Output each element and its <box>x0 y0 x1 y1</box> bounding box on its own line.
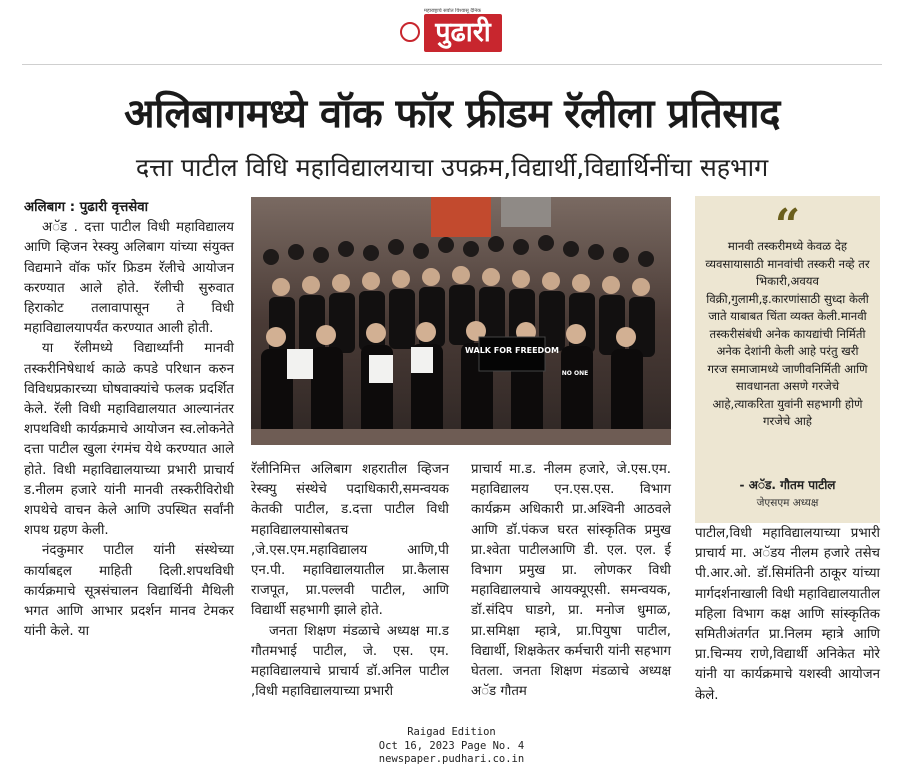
quote-icon: “ <box>774 200 801 251</box>
paragraph: नंदकुमार पाटील यांनी संस्थेच्या कार्याबद्दल माहिती दिली.शपथविधी कार्यक्रमाचे सूत्रसंचालन विद्यार्थिनी मैथिली भगत आणि आभार प्रदर्शन मानव टेमकर यांनी केले. या <box>24 543 234 640</box>
date-page-label: Oct 16, 2023 Page No. 4 <box>378 739 525 752</box>
shirt-text: NO ONE <box>561 370 589 377</box>
brand-name: पुढारी <box>424 14 502 52</box>
edition-label: Raigad Edition <box>407 726 496 738</box>
banner-text: WALK FOR FREEDOM <box>465 346 559 355</box>
page-footer <box>0 726 903 767</box>
paragraph: रॅलीनिमित्त अलिबाग शहरातील व्हिजन रेस्क्यु संस्थेचे पदाधिकारी,समन्वयक केतकी पाटील, ड.दत्ता पाटील विधी महाविद्यालयासोबतच ,जे.एस.एम.महाविद्यालय आणि,पी एन.पी. महाविद्यालयातील प्रा.कैलास राजपूत, प्रा.पल्लवी पाटील, आणि विद्यार्थी सहभागी झाले होते. <box>251 462 449 619</box>
paragraph: जनता शिक्षण मंडळाचे अध्यक्ष मा.ड गौतमभाई पाटील, जे. एस. एम. महाविद्यालयाचे प्राचार्य डॉ.अनिल पाटील ,विधी महाविद्यालयाच्या प्रभारी <box>251 623 449 700</box>
paragraph: अॅड . दत्ता पाटील विधी महाविद्यालय आणि व्हिजन रेस्क्यु अलिबाग यांच्या संयुक्त विद्यमाने वॉक फॉर फ्रिडम रॅलीचे आयोजन करण्यात आले होते. रॅलीची सुरुवात हिराकोट तलावापासून ते विधी महाविद्यालयापर्यंत करण्यात आली होती. <box>24 220 234 337</box>
quote-author: - अॅड. गौतम पाटील <box>739 478 836 492</box>
article-column-4 <box>695 524 880 706</box>
paragraph: पाटील,विधी महाविद्यालयाच्या प्रभारी प्राचार्य मा. अॅडय नीलम हजारे तसेच पी.आर.ओ. डॉ.सिमंतिनी ठाकूर यांच्या मार्गदर्शनाखाली विधी महाविद्यालयातील महिला विभाग कक्ष आणि सांस्कृतिक समितीअंतर्गत प्रा.निलम म्हात्रे आणि प्रा.चिन्मय राणे,विद्यार्थी अनिकेत मोरे यांनी या कार्यक्रमाचे यशस्वी आयोजन केले. <box>695 526 880 703</box>
article-column-2 <box>251 460 449 702</box>
article-column-3 <box>471 460 671 702</box>
byline: अलिबाग : पुढारी वृत्तसेवा <box>24 200 149 215</box>
quote-text: मानवी तस्करीमध्ये केवळ देह व्यवसायासाठी मानवांची तस्करी नव्हे तर भिकारी,अवयव विक्री,गुलामी,इ.कारणांसाठी सुध्दा केली जाते याबाबत चिंता व्यक्त केली.मानवी तस्करीसंबंधी अनेक कायद्यांची निर्मिती अनेक देशांनी केली आहे परंतु खरी गरज समाजामध्ये जाणीवनिर्मिती आणि सावधानता असणे गरजेचे आहे,त्याकरिता युवांनी सहभागी होणे गरजेचे आहे <box>705 239 870 428</box>
masthead-divider <box>22 64 882 65</box>
headline: अलिबागमध्ये वॉक फॉर फ्रीडम रॅलीला प्रतिसाद <box>124 91 780 137</box>
logo-tagline: महाराष्ट्राचे सर्वात विश्वासू दैनिक <box>424 8 481 14</box>
paragraph: या रॅलीमध्ये विद्यार्थ्यांनी मानवी तस्करीनिषेधार्थ काळे कपडे परिधान करुन विविधप्रकारच्या घोषवाक्यांचे फलक प्रदर्शित केले. रॅली विधी महाविद्यालयात आल्यानंतर शपथविधी कार्यक्रमाचे आयोजन स्व.लोकनेते दत्ता पाटील खुला रंगमंच येथे करण्यात आले होते. विधी महाविद्यालयाच्या प्रभारी प्राचार्य ड.नीलम हजारे यांनी मानवी तस्करीविरोधी शपथेचे वाचन केले आणि उपस्थित सर्वांनी शपथ ग्रहण केली. <box>24 341 234 539</box>
footer-url: newspaper.pudhari.co.in <box>378 753 525 765</box>
emblem-icon <box>400 22 420 42</box>
pull-quote <box>695 196 880 523</box>
quote-role: जेएसएम अध्यक्ष <box>756 497 819 509</box>
article-column-1 <box>24 198 234 642</box>
rally-photo <box>251 197 671 445</box>
paragraph: प्राचार्य मा.ड. नीलम हजारे, जे.एस.एम. महाविद्यालय एन.एस.एस. विभाग कार्यक्रम अधिकारी प्रा.अश्विनी आठवले आणि डॉ.पंकज घरत सांस्कृतिक प्रमुख प्रा.श्वेता पाटीलआणि डी. एल. एल. ई विभाग प्रमुख प्रा. लोणकर विधी महाविद्यालयाचे आयक्यूएसी. समन्वयक, डॉ.संदिप घाडगे, प्रा. मनोज धुमाळ, प्रा.समिक्षा म्हात्रे, प्रा.पियुषा पाटील, विद्यार्थी, शिक्षकेतर कर्मचारी यांनी सहभाग घेतला. जनता शिक्षण मंडळाचे अध्यक्ष अॅड गौतम <box>471 462 671 700</box>
subheadline: दत्ता पाटील विधि महाविद्यालयाचा उपक्रम,विद्यार्थी,विद्यार्थिनींचा सहभाग <box>135 153 769 182</box>
masthead-logo <box>400 8 510 56</box>
